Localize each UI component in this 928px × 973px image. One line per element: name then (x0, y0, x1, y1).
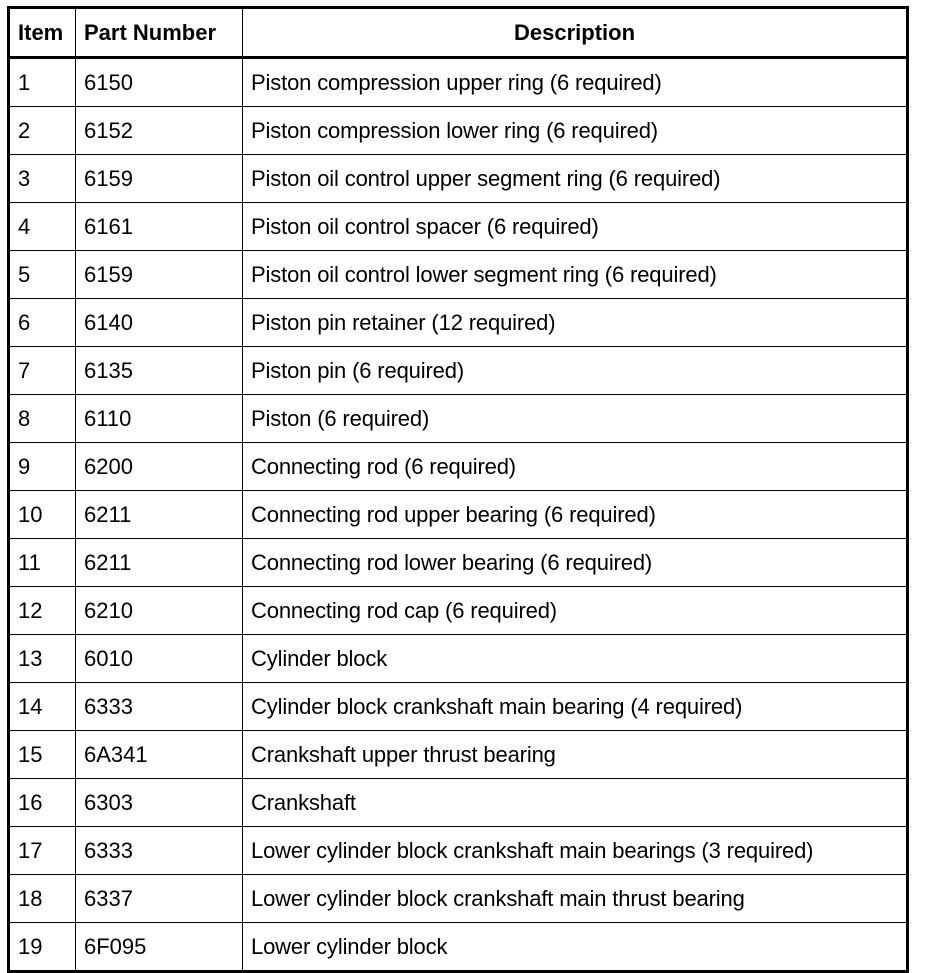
cell-description: Cylinder block crankshaft main bearing (4 required) (243, 683, 908, 731)
cell-item: 2 (9, 107, 76, 155)
table-row (9, 875, 908, 923)
parts-table (7, 6, 909, 973)
table-row (9, 443, 908, 491)
cell-item: 3 (9, 155, 76, 203)
cell-item: 7 (9, 347, 76, 395)
table-row (9, 491, 908, 539)
cell-part-number: 6135 (76, 347, 243, 395)
table-row (9, 683, 908, 731)
cell-part-number: 6161 (76, 203, 243, 251)
cell-description: Piston oil control spacer (6 required) (243, 203, 908, 251)
cell-description: Connecting rod lower bearing (6 required) (243, 539, 908, 587)
table-row (9, 587, 908, 635)
cell-item: 15 (9, 731, 76, 779)
cell-part-number: 6010 (76, 635, 243, 683)
cell-item: 19 (9, 923, 76, 972)
cell-description: Piston compression lower ring (6 required) (243, 107, 908, 155)
cell-part-number: 6110 (76, 395, 243, 443)
cell-description: Lower cylinder block crankshaft main thrust bearing (243, 875, 908, 923)
cell-item: 16 (9, 779, 76, 827)
cell-part-number: 6211 (76, 491, 243, 539)
cell-description: Lower cylinder block crankshaft main bearings (3 required) (243, 827, 908, 875)
table-row (9, 299, 908, 347)
cell-description: Lower cylinder block (243, 923, 908, 972)
cell-part-number: 6303 (76, 779, 243, 827)
table-header (9, 8, 908, 58)
table-row (9, 827, 908, 875)
table-row (9, 203, 908, 251)
header-item: Item (9, 8, 76, 58)
cell-part-number: 6159 (76, 251, 243, 299)
cell-part-number: 6F095 (76, 923, 243, 972)
cell-item: 17 (9, 827, 76, 875)
cell-item: 8 (9, 395, 76, 443)
cell-item: 5 (9, 251, 76, 299)
header-part-number: Part Number (76, 8, 243, 58)
cell-part-number: 6A341 (76, 731, 243, 779)
table-row (9, 635, 908, 683)
cell-item: 6 (9, 299, 76, 347)
header-description: Description (243, 8, 908, 58)
cell-description: Piston (6 required) (243, 395, 908, 443)
cell-item: 11 (9, 539, 76, 587)
cell-part-number: 6200 (76, 443, 243, 491)
cell-description: Piston pin (6 required) (243, 347, 908, 395)
cell-part-number: 6211 (76, 539, 243, 587)
table-row (9, 731, 908, 779)
cell-description: Crankshaft (243, 779, 908, 827)
cell-description: Piston oil control upper segment ring (6 required) (243, 155, 908, 203)
cell-part-number: 6210 (76, 587, 243, 635)
cell-description: Piston pin retainer (12 required) (243, 299, 908, 347)
cell-item: 13 (9, 635, 76, 683)
cell-description: Crankshaft upper thrust bearing (243, 731, 908, 779)
cell-part-number: 6333 (76, 827, 243, 875)
table-row (9, 779, 908, 827)
cell-item: 1 (9, 58, 76, 107)
cell-description: Piston compression upper ring (6 required) (243, 58, 908, 107)
header-row (9, 8, 908, 58)
cell-part-number: 6333 (76, 683, 243, 731)
table-row (9, 347, 908, 395)
cell-part-number: 6152 (76, 107, 243, 155)
cell-part-number: 6159 (76, 155, 243, 203)
table-body (9, 58, 908, 972)
cell-part-number: 6150 (76, 58, 243, 107)
table-row (9, 251, 908, 299)
cell-part-number: 6337 (76, 875, 243, 923)
cell-item: 4 (9, 203, 76, 251)
cell-item: 9 (9, 443, 76, 491)
cell-description: Connecting rod cap (6 required) (243, 587, 908, 635)
table-row (9, 395, 908, 443)
table-row (9, 155, 908, 203)
table-row (9, 107, 908, 155)
cell-item: 10 (9, 491, 76, 539)
cell-description: Connecting rod upper bearing (6 required) (243, 491, 908, 539)
table-row (9, 58, 908, 107)
cell-item: 18 (9, 875, 76, 923)
cell-item: 14 (9, 683, 76, 731)
cell-description: Connecting rod (6 required) (243, 443, 908, 491)
cell-item: 12 (9, 587, 76, 635)
cell-description: Piston oil control lower segment ring (6 required) (243, 251, 908, 299)
cell-description: Cylinder block (243, 635, 908, 683)
table-row (9, 923, 908, 972)
table-row (9, 539, 908, 587)
cell-part-number: 6140 (76, 299, 243, 347)
